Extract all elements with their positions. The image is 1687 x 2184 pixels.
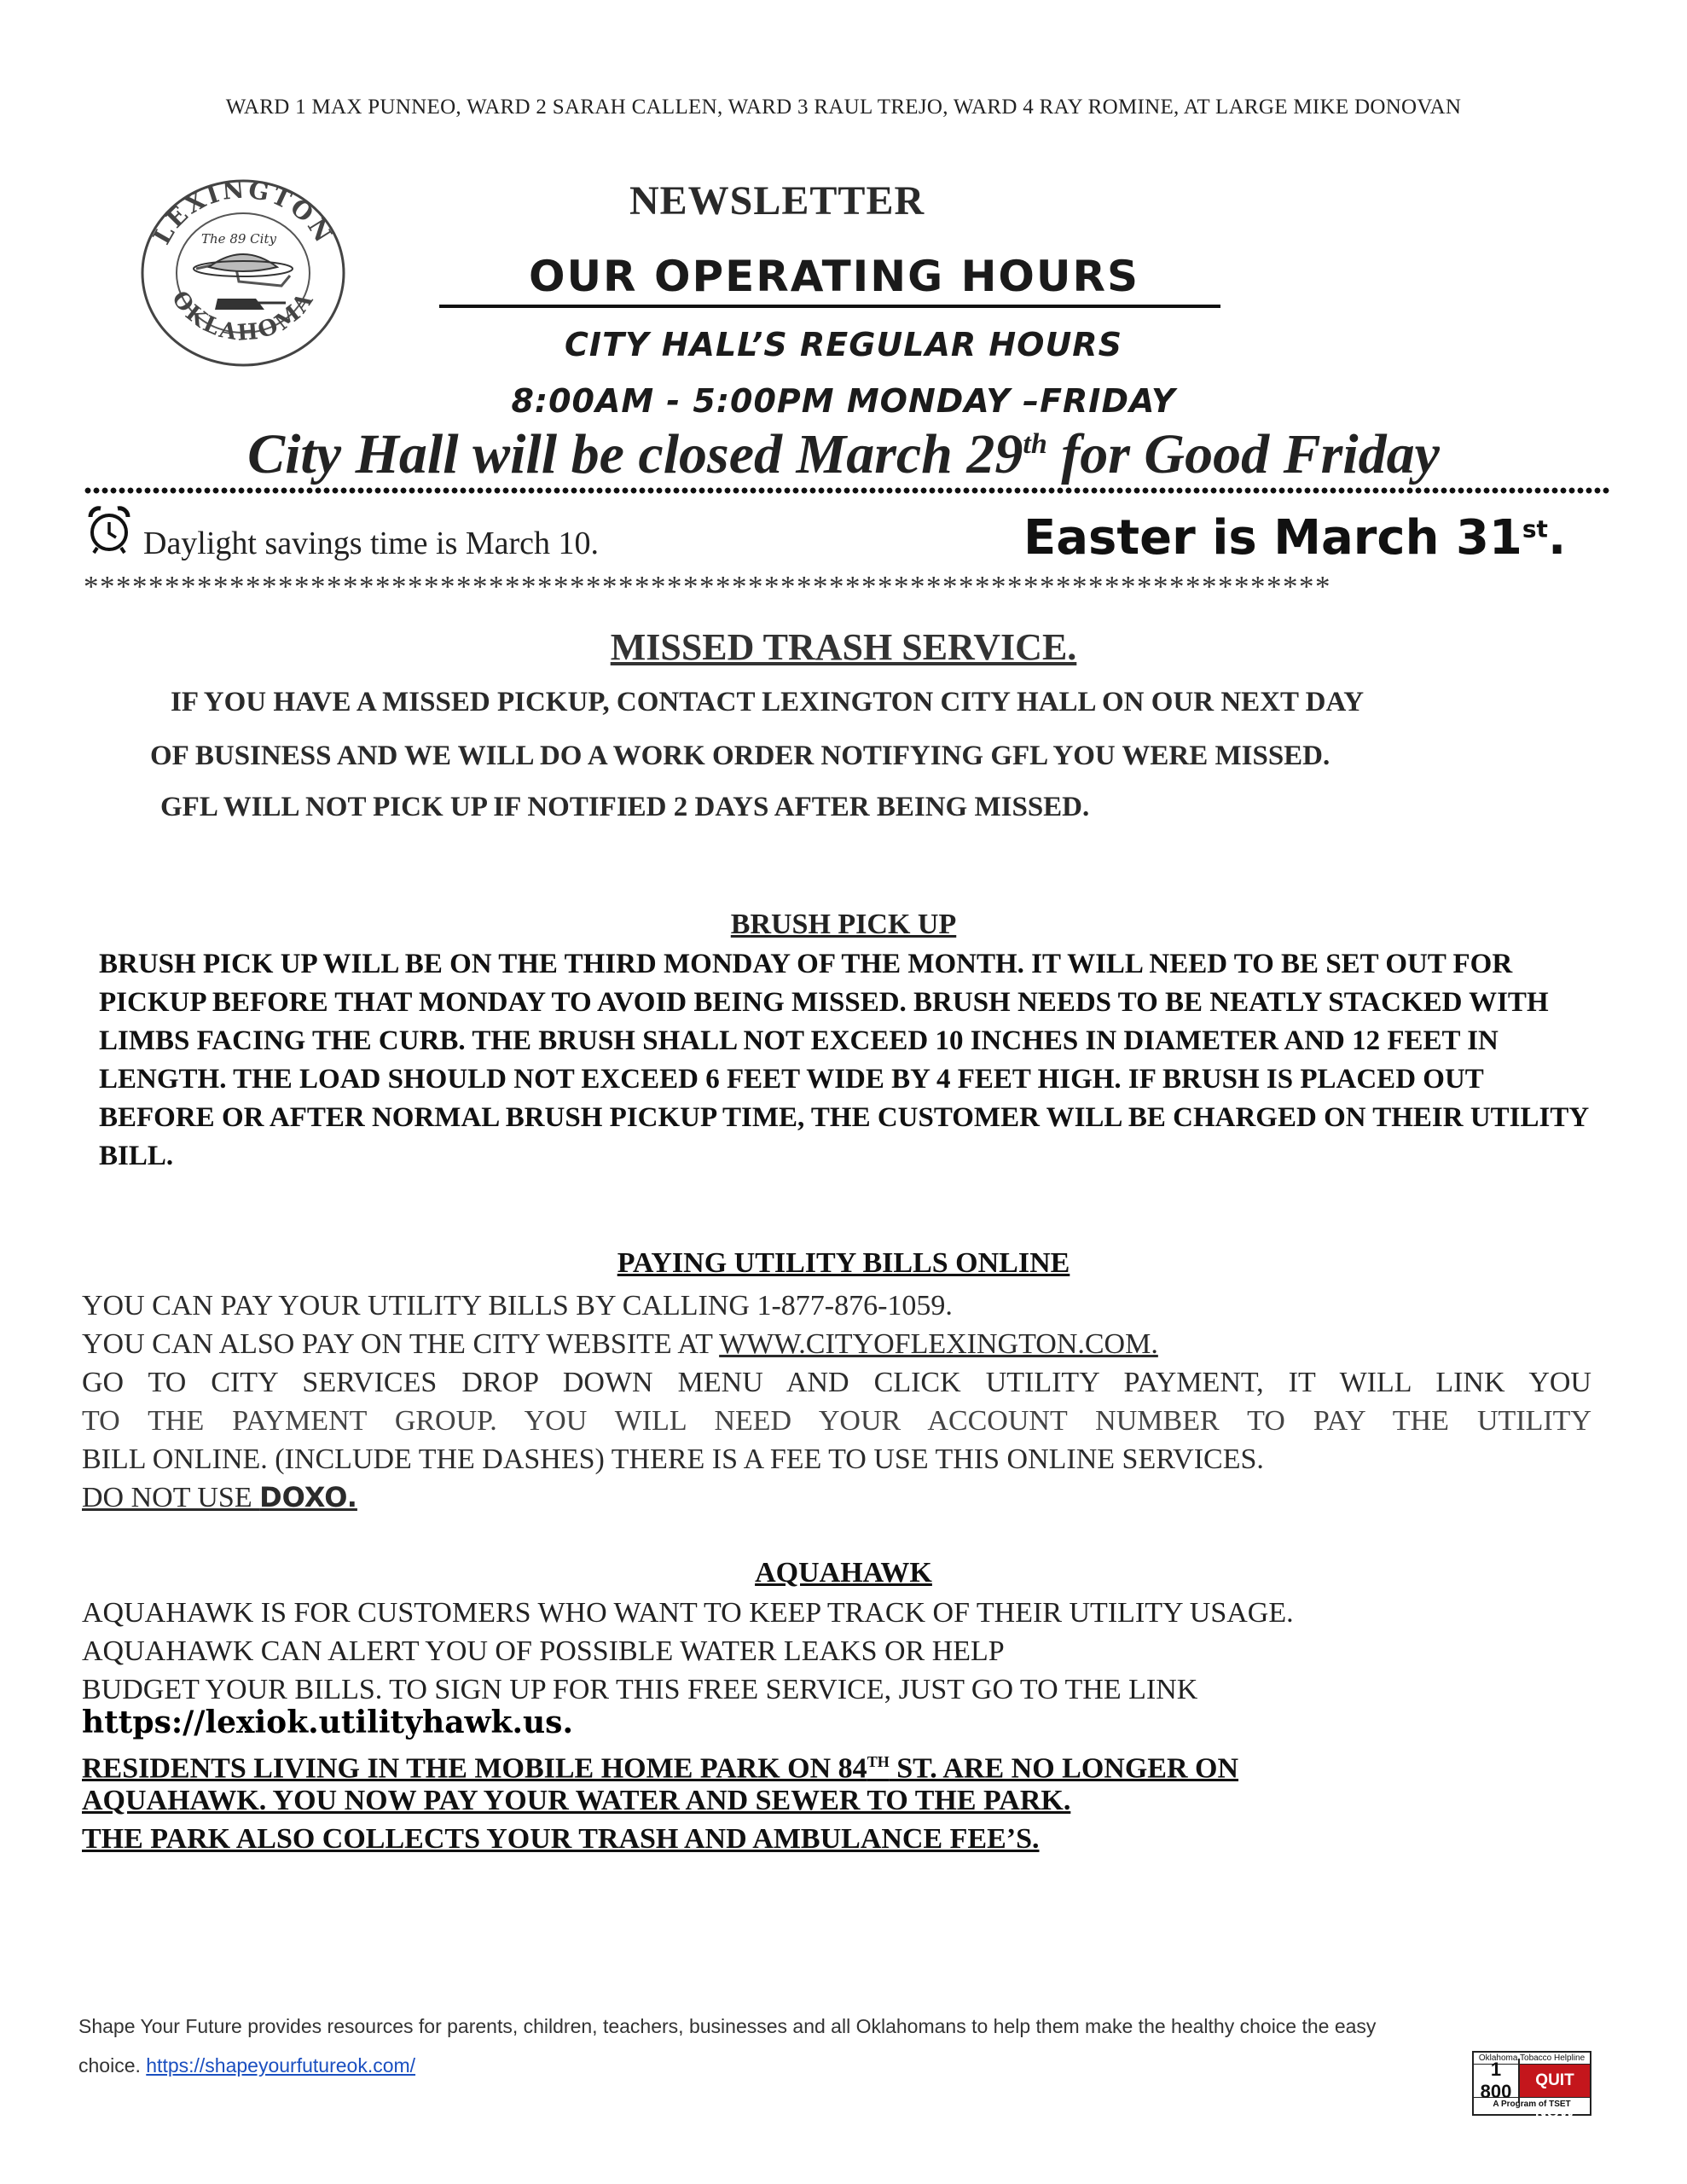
city-website-link[interactable]: WWW.CITYOFLEXINGTON.COM. xyxy=(719,1328,1158,1360)
doxo-warning-text: DO NOT USE xyxy=(82,1482,260,1513)
pay-instructions-line: BILL ONLINE. (INCLUDE THE DASHES) THERE IS A FEE TO USE THIS ONLINE SERVICES. xyxy=(82,1443,1264,1475)
shape-your-future-link[interactable]: https://shapeyourfutureok.com/ xyxy=(146,2054,416,2077)
asterisk-divider: ***************************************************************************** xyxy=(84,570,1331,603)
shape-your-future-text-end: choice. xyxy=(78,2054,147,2077)
quit-now-badge[interactable] xyxy=(1472,2051,1591,2122)
good-friday-closure xyxy=(0,422,1687,487)
badge-quit-now: QUIT NOW xyxy=(1520,2065,1590,2097)
easter-period: . xyxy=(1547,510,1567,566)
aquahawk-title: AQUAHAWK xyxy=(755,1557,932,1589)
shape-your-future-text: Shape Your Future provides resources for parents, children, teachers, businesses and all Oklahomans to help them make the healthy choice the easy xyxy=(78,2015,1377,2037)
closure-text: City Hall will be closed March 29 xyxy=(247,423,1023,485)
missed-trash-line: GFL WILL NOT PICK UP IF NOTIFIED 2 DAYS AFTER BEING MISSED. xyxy=(160,792,1090,822)
dotted-divider xyxy=(84,486,1610,495)
brush-pickup-text: BRUSH PICK UP WILL BE ON THE THIRD MONDAY OF THE MONTH. IT WILL NEED TO BE SET OUT FOR PICKUP BEFORE THAT MONDAY TO AVOID BEING MISSED. BRUSH NEEDS TO BE NEATLY STACKED WITH LIMBS FACING THE CURB. THE BRUSH SHALL NOT EXCEED 10 INCHES IN DIAMETER AND 12 FEET IN LENGTH. THE LOAD SHOULD NOT EXCEED 6 FEET WIDE BY 4 FEET HIGH. IF BRUSH IS PLACED OUT BEFORE OR AFTER NORMAL BRUSH PICKUP TIME, THE CUSTOMER WILL BE CHARGED ON THEIR UTILITY BILL. xyxy=(99,949,1588,1171)
pay-website-line xyxy=(82,1325,1591,1363)
mobile-home-notice-line: THE PARK ALSO COLLECTS YOUR TRASH AND AMBULANCE FEE’S. xyxy=(82,1823,1040,1855)
mobile-home-notice-line: AQUAHAWK. YOU NOW PAY YOUR WATER AND SEWER TO THE PARK. xyxy=(82,1785,1071,1816)
mobile-home-ordinal: TH xyxy=(867,1753,890,1770)
logo-text-mid: The 89 City xyxy=(201,231,276,247)
pay-instructions-line: TO THE PAYMENT GROUP. YOU WILL NEED YOUR ACCOUNT NUMBER TO PAY THE UTILITY xyxy=(82,1405,1591,1437)
alarm-clock-icon xyxy=(85,503,133,555)
easter-ordinal: st xyxy=(1522,514,1548,543)
aquahawk-line: AQUAHAWK CAN ALERT YOU OF POSSIBLE WATER LEAKS OR HELP xyxy=(82,1635,1005,1667)
missed-trash-line: OF BUSINESS AND WE WILL DO A WORK ORDER NOTIFYING GFL YOU WERE MISSED. xyxy=(150,741,1330,771)
shape-your-future-line xyxy=(78,2054,415,2077)
operating-hours-title-text: OUR OPERATING HOURS xyxy=(439,252,1220,308)
aquahawk-line: AQUAHAWK IS FOR CUSTOMERS WHO WANT TO KEEP TRACK OF THEIR UTILITY USAGE. xyxy=(82,1597,1294,1629)
brush-pickup-title: BRUSH PICK UP xyxy=(730,909,957,940)
logo-text-top: LEXINGTON xyxy=(147,175,339,250)
badge-helpline-label: Oklahoma Tobacco Helpline xyxy=(1474,2053,1590,2065)
closure-ordinal: th xyxy=(1023,428,1047,460)
pay-by-phone-line: YOU CAN PAY YOUR UTILITY BILLS BY CALLING 1-877-876-1059. xyxy=(82,1290,953,1321)
logo-text-bottom: OKLAHOMA xyxy=(166,286,320,346)
pay-instructions-line: GO TO CITY SERVICES DROP DOWN MENU AND CLICK UTILITY PAYMENT, IT WILL LINK YOU xyxy=(82,1367,1591,1398)
ward-members: WARD 1 MAX PUNNEO, WARD 2 SARAH CALLEN, WARD 3 RAUL TREJO, WARD 4 RAY ROMINE, AT LARGE MIKE DONOVAN xyxy=(225,96,1462,119)
operating-hours-title xyxy=(382,252,1278,301)
paying-bills-title: PAYING UTILITY BILLS ONLINE xyxy=(617,1247,1070,1279)
aquahawk-line: BUDGET YOUR BILLS. TO SIGN UP FOR THIS FREE SERVICE, JUST GO TO THE LINK xyxy=(82,1674,1198,1705)
newsletter-heading: NEWSLETTER xyxy=(629,178,925,224)
badge-program-label: A Program of TSET xyxy=(1493,2100,1571,2109)
closure-text-end: for Good Friday xyxy=(1046,423,1440,485)
aquahawk-signup-link[interactable]: https://lexiok.utilityhawk.us. xyxy=(82,1705,573,1740)
pay-website-text: YOU CAN ALSO PAY ON THE CITY WEBSITE AT xyxy=(82,1328,720,1360)
badge-number: 1 800 xyxy=(1474,2059,1520,2103)
easter-notice xyxy=(1023,510,1566,566)
missed-trash-line: IF YOU HAVE A MISSED PICKUP, CONTACT LEXINGTON CITY HALL ON OUR NEXT DAY xyxy=(171,687,1365,717)
easter-text: Easter is March 31 xyxy=(1023,510,1522,566)
doxo-warning xyxy=(82,1478,1591,1517)
mobile-home-text-end: ST. ARE NO LONGER ON xyxy=(889,1752,1239,1785)
mobile-home-text: RESIDENTS LIVING IN THE MOBILE HOME PARK ON 84 xyxy=(82,1752,867,1785)
doxo-name: DOXO. xyxy=(259,1481,357,1513)
regular-hours-times: 8:00AM - 5:00PM MONDAY –FRIDAY xyxy=(511,382,1176,420)
regular-hours-label: CITY HALL’S REGULAR HOURS xyxy=(565,326,1122,363)
daylight-savings-notice: Daylight savings time is March 10. xyxy=(143,526,600,561)
missed-trash-title: MISSED TRASH SERVICE. xyxy=(610,626,1077,668)
